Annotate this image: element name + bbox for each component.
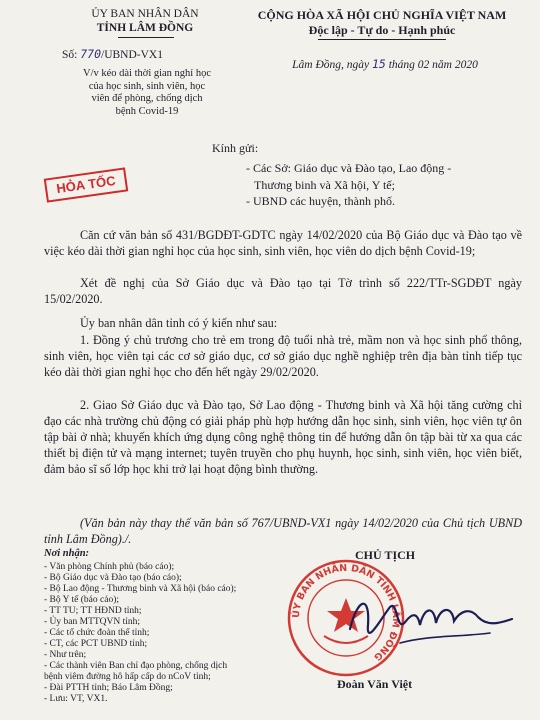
body-paragraph-1: Căn cứ văn bản số 431/BGDĐT-GDTC ngày 14/02/2020 của Bộ Giáo dục và Đào tạo về việc kéo dài thời gian nghỉ học của học sinh, sinh viên, học viên do dịch bệnh Covid-19;	[44, 228, 522, 258]
recipient-item: - Các Sở: Giáo dục và Đào tạo, Lao động -	[246, 161, 452, 175]
org-name-line1: ỦY BAN NHÂN DÂN	[91, 8, 199, 20]
distribution-item: - CT, các PCT UBND tỉnh;	[44, 639, 148, 649]
org-underline	[118, 37, 174, 38]
distribution-item: - Như trên;	[44, 650, 87, 660]
body-paragraph-5: 2. Giao Sở Giáo dục và Đào tạo, Sở Lao động - Thương binh và Xã hội tăng cường chỉ đạo các nhà trường chủ động có giải pháp phù hợp hướng dẫn học sinh, sinh viên, học viên tự ôn tập bài ở nhà; khuyến khích ứng dụng công nghệ thông tin để hướng dẫn ôn tập bài từ xa qua các thiết bị điện tử và mạng internet; tuyên truyền cho phụ huynh, học sinh, sinh viên, học viên biết, đảm bảo sĩ số lớp học khi trở lại hoạt động bình thường.	[44, 398, 522, 476]
document-number: Số: 770/UBND-VX1	[62, 47, 163, 61]
body-paragraph-4: 1. Đồng ý chủ trương cho trẻ em trong độ tuổi nhà trẻ, mầm non và học sinh phổ thông, sinh viên, học viên tại các cơ sở giáo dục, cơ sở giáo dục nghề nghiệp trên địa bàn tỉnh tiếp tục kéo dài thời gian nghỉ học cho đến hết ngày 29/02/2020.	[44, 333, 522, 379]
handwritten-signature	[340, 577, 520, 667]
seal-ring-text: ỦY BAN NHÂN DÂN TỈNH LÂM ĐỒNG	[290, 562, 402, 663]
body-paragraph-6: (Văn bản này thay thế văn bản số 767/UBND-VX1 ngày 14/02/2020 của Chủ tịch UBND tỉnh Lâm Đồng)./.	[44, 516, 522, 546]
handwritten-number: 770	[80, 47, 101, 61]
signer-name: Đoàn Văn Việt	[337, 677, 413, 691]
distribution-item: bệnh viêm đường hô hấp cấp do nCoV tỉnh;	[44, 672, 211, 682]
document-subject: V/v kéo dài thời gian nghỉ học của học sinh, sinh viên, học viên để phòng, chống dịch bệnh Covid-19	[82, 68, 212, 117]
distribution-item: - Đài PTTH tỉnh; Báo Lâm Đồng;	[44, 683, 173, 693]
urgent-stamp: HỎA TỐC	[44, 167, 129, 202]
distribution-item: - Bộ Lao động - Thương binh và Xã hội (báo cáo);	[44, 584, 237, 594]
signer-title: CHỦ TỊCH	[355, 548, 416, 562]
distribution-item: - Bộ Y tế (báo cáo);	[44, 595, 120, 605]
distribution-item: - Bộ Giáo dục và Đào tạo (báo cáo);	[44, 573, 182, 583]
distribution-list	[44, 562, 284, 705]
body-paragraph-3: Ủy ban nhân dân tỉnh có ý kiến như sau:	[80, 316, 278, 330]
body-paragraph-2: Xét đề nghị của Sở Giáo dục và Đào tạo tại Tờ trình số 222/TTr-SGDĐT ngày 15/02/2020.	[44, 276, 522, 306]
distribution-item: - Ủy ban MTTQVN tỉnh;	[44, 617, 141, 627]
distribution-item: - Lưu: VT, VX1.	[44, 694, 108, 704]
national-motto: Độc lập - Tự do - Hạnh phúc	[308, 23, 456, 37]
distribution-item: - Văn phòng Chính phủ (báo cáo);	[44, 562, 175, 572]
org-name-line2: TỈNH LÂM ĐỒNG	[96, 22, 194, 34]
recipients-greeting: Kính gửi:	[212, 141, 259, 155]
place-date: Lâm Đồng, ngày 15 tháng 02 năm 2020	[292, 57, 478, 71]
national-title: CỘNG HÒA XÃ HỘI CHỦ NGHĨA VIỆT NAM	[257, 8, 507, 22]
recipient-item: - UBND các huyện, thành phố.	[246, 194, 395, 208]
recipient-item: Thương binh và Xã hội, Y tế;	[254, 177, 395, 192]
motto-underline	[318, 39, 446, 40]
handwritten-day: 15	[372, 57, 386, 71]
distribution-item: - TT TU; TT HĐND tỉnh;	[44, 606, 142, 616]
recipients-list	[246, 160, 526, 210]
distribution-title: Nơi nhận:	[44, 548, 90, 559]
distribution-item: - Các thành viên Ban chỉ đạo phòng, chống dịch	[44, 661, 228, 671]
distribution-item: - Các tổ chức đoàn thể tỉnh;	[44, 628, 150, 638]
